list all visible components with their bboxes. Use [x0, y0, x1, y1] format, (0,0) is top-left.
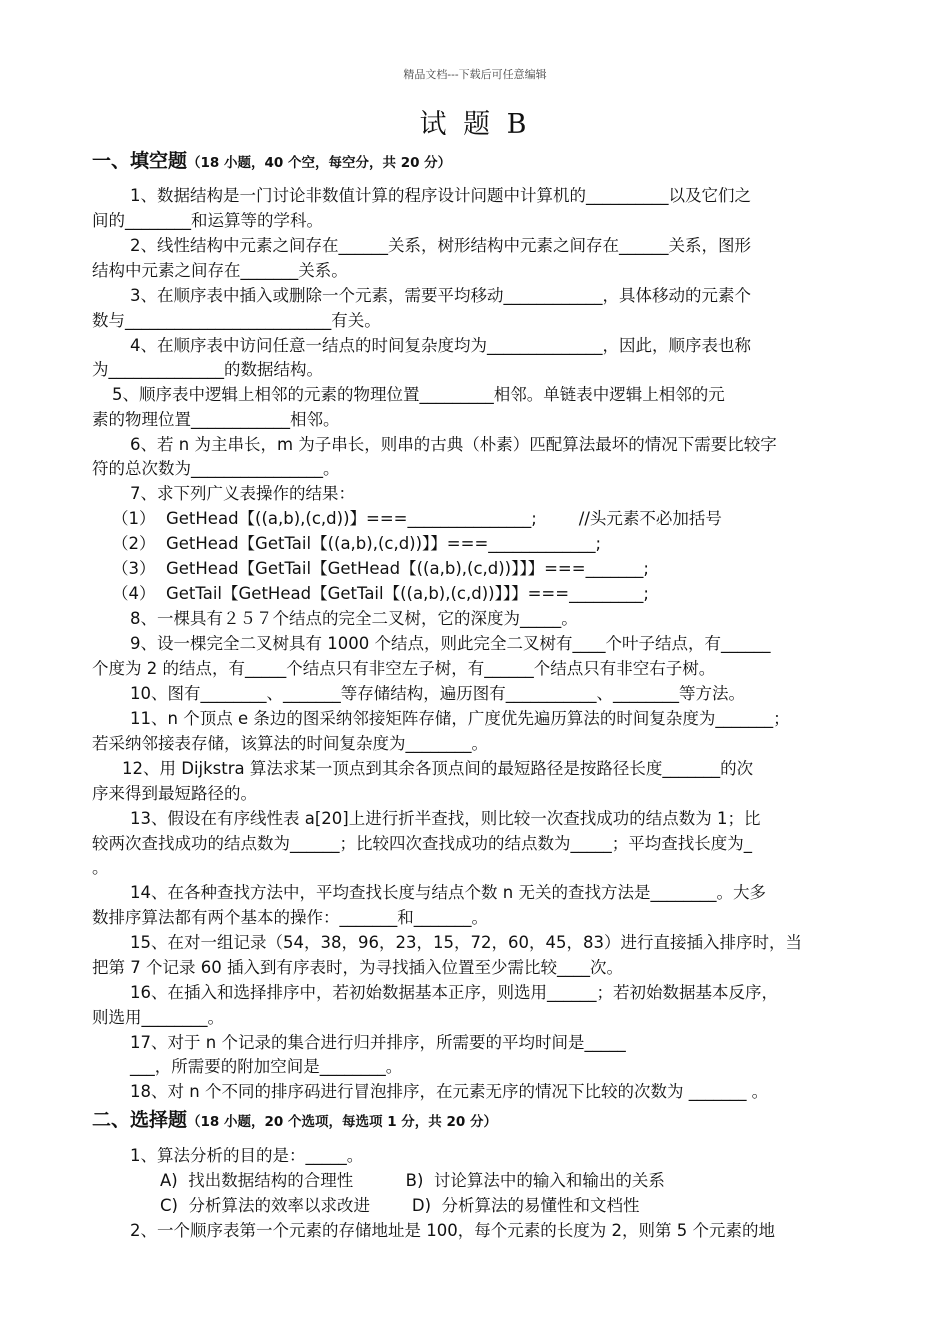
text-line: 10、图有________、_______等存储结构，遍历图有___________、________等方法。	[130, 684, 745, 703]
text-line: 17、对于 n 个记录的集合进行归并排序，所需要的平均时间是_____	[130, 1033, 626, 1052]
text-line: 18、对 n 个不同的排序码进行冒泡排序，在元素无序的情况下比较的次数为 _______ 。	[130, 1082, 769, 1101]
text-line: 12、用 Dijkstra 算法求某一顶点到其余各顶点间的最短路径是按路径长度_______的次	[122, 759, 754, 778]
text-line: 素的物理位置____________相邻。	[92, 410, 340, 429]
text-line: （2） GetHead【GetTail【((a,b),(c,d))】】===_____________;	[112, 534, 602, 553]
text-line: 6、若 n 为主串长，m 为子串长，则串的古典（朴素）匹配算法最坏的情况下需要比较字	[130, 435, 777, 454]
section-1-note: （18 小题，40 个空，每空分，共 20 分）	[187, 155, 452, 171]
text-line: 15、在对一组记录（54，38，96，23，15，72，60，45，83）进行直接插入排序时，当	[130, 933, 802, 952]
section-2-title: 二、选择题	[92, 1109, 188, 1131]
text-line: 14、在各种查找方法中，平均查找长度与结点个数 n 无关的查找方法是________。大多	[130, 883, 766, 902]
text-line: 符的总次数为________________。	[92, 459, 340, 478]
text-line: 序来得到最短路径的。	[92, 784, 257, 803]
text-line: 则选用________。	[92, 1008, 224, 1027]
text-line: ___，所需要的附加空间是________。	[130, 1057, 403, 1076]
text-line: 较两次查找成功的结点数为______；比较四次查找成功的结点数为_____；平均查找长度为_	[92, 834, 752, 853]
text-line: 数与_________________________有关。	[92, 311, 381, 330]
text-line: 1、数据结构是一门讨论非数值计算的程序设计问题中计算机的__________以及它们之	[130, 186, 751, 205]
text-line: 9、设一棵完全二叉树具有 1000 个结点，则此完全二叉树有____个叶子结点，有______	[130, 634, 771, 653]
text-line: C) 分析算法的效率以求改进 D) 分析算法的易懂性和文档性	[160, 1196, 640, 1215]
text-line: 5、顺序表中逻辑上相邻的元素的物理位置_________相邻。单链表中逻辑上相邻的元	[112, 385, 725, 404]
section-2-heading	[92, 1105, 497, 1132]
text-line: 把第 7 个记录 60 插入到有序表时，为寻找插入位置至少需比较____次。	[92, 958, 623, 977]
text-line: 个度为 2 的结点，有_____个结点只有非空左子树，有______个结点只有非空右子树。	[92, 659, 716, 678]
text-line: 4、在顺序表中访问任意一结点的时间复杂度均为______________，因此，顺序表也称	[130, 336, 751, 355]
text-line: 若采纳邻接表存储，该算法的时间复杂度为________。	[92, 734, 488, 753]
text-line: （1） GetHead【((a,b),(c,d))】===_______________; //头元素不必加括号	[112, 509, 722, 528]
text-line: 1、算法分析的目的是：_____。	[130, 1146, 364, 1165]
text-line: 结构中元素之间存在_______关系。	[92, 261, 348, 280]
text-line: （3） GetHead【GetTail【GetHead【((a,b),(c,d))】】】===_______;	[112, 559, 649, 578]
text-line: 为______________的数据结构。	[92, 360, 323, 379]
text-line: 2、线性结构中元素之间存在______关系，树形结构中元素之间存在______关系，图形	[130, 236, 751, 255]
text-line: 2、一个顺序表第一个元素的存储地址是 100，每个元素的长度为 2，则第 5 个元素的地	[130, 1221, 775, 1240]
section-2-note: （18 小题，20 个选项，每选项 1 分，共 20 分）	[187, 1114, 497, 1130]
text-line: 11、n 个顶点 e 条边的图采纳邻接矩阵存储，广度优先遍历算法的时间复杂度为_______；	[130, 709, 790, 728]
text-line: 7、求下列广义表操作的结果：	[130, 484, 355, 503]
text-line: A) 找出数据结构的合理性 B) 讨论算法中的输入和输出的关系	[160, 1171, 665, 1190]
text-line: 。	[92, 858, 109, 877]
text-line: 13、假设在有序线性表 a[20]上进行折半查找，则比较一次查找成功的结点数为 1；比	[130, 809, 761, 828]
text-line: 8、一棵具有２５７个结点的完全二叉树，它的深度为_____。	[130, 609, 578, 628]
text-line: 16、在插入和选择排序中，若初始数据基本正序，则选用______；若初始数据基本反序，	[130, 983, 778, 1002]
section-1-title: 一、填空题	[92, 150, 188, 172]
page-header: 精品文档---下载后可任意编辑	[403, 68, 547, 81]
section-1-heading	[92, 146, 451, 173]
text-line: 间的________和运算等的学科。	[92, 211, 323, 230]
text-line: 数排序算法都有两个基本的操作：_______和_______。	[92, 908, 488, 927]
text-line: （4） GetTail【GetHead【GetTail【((a,b),(c,d))】】】===_________;	[112, 584, 649, 603]
text-line: 3、在顺序表中插入或删除一个元素，需要平均移动____________，具体移动的元素个	[130, 286, 751, 305]
document-title: 试 题 B	[419, 109, 531, 140]
